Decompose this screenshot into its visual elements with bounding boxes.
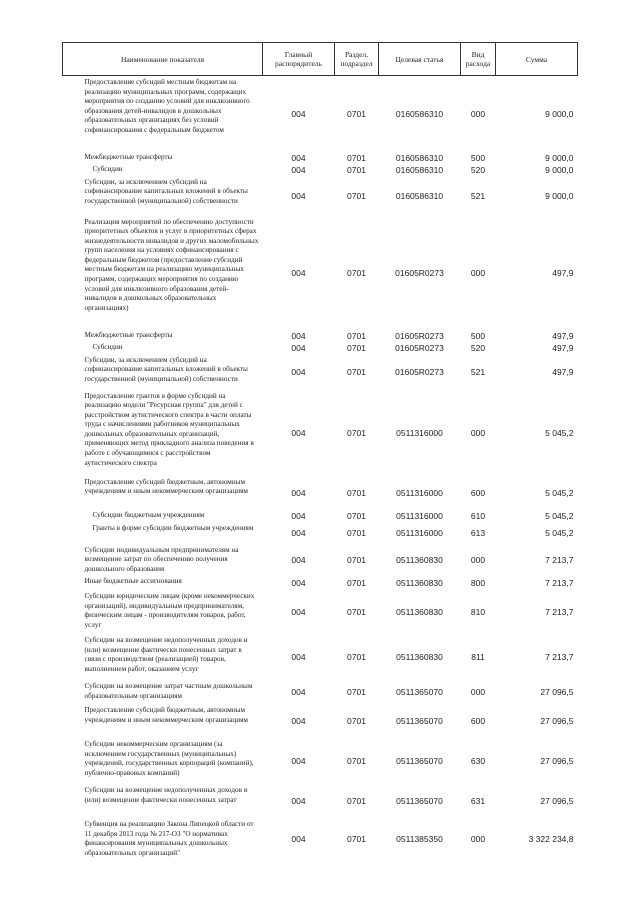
row-type: 520	[470, 342, 486, 353]
row-name: Иные бюджетные ассигнования	[84, 577, 182, 586]
row-name: Предоставление грантов в форме субсидий на реализацию модели "Ресурсная группа" для детей с расстройством аутистического спектра в части оплаты труда с начислениями работников муниципальных дошкольных образовательных организаций, применяющих метод прикладного анализа поведения в работе с обучающимися с расстройством аутистического спектра	[84, 391, 254, 467]
table-row	[63, 784, 578, 818]
row-section: 0701	[347, 834, 366, 845]
row-name: Предоставление субсидий местным бюджетам на реализацию муниципальных программ, содержащих мероприятия по созданию условий для инклюзивного образования детей-инвалидов в дошкольных образовательных организациях без условий софинансирования с федеральным бюджетом	[84, 78, 250, 134]
row-name: Субсидии	[92, 342, 123, 351]
row-sum: 7 213,7	[545, 554, 574, 565]
row-section: 0701	[347, 554, 366, 565]
row-section: 0701	[347, 652, 366, 663]
row-target: 0511365070	[396, 716, 443, 727]
row-name: Предоставление субсидий бюджетным, автономным учреждениям и иным некоммерческим организациям	[84, 706, 248, 724]
row-sum: 9 000,0	[545, 164, 574, 175]
row-admin: 004	[291, 342, 306, 353]
row-type: 810	[470, 607, 486, 618]
table-row	[63, 704, 578, 738]
row-section: 0701	[347, 164, 366, 175]
row-admin: 004	[291, 607, 306, 618]
row-sum: 5 045,2	[545, 487, 574, 498]
row-type: 520	[470, 164, 486, 175]
row-target: 01605R0273	[395, 366, 444, 377]
row-name: Субсидии на возмещение затрат частным дошкольным образовательным организациям	[84, 682, 253, 700]
row-sum: 497,9	[552, 342, 574, 353]
row-name: Субсидии юридическим лицам (кроме некоммерческих организаций), индивидуальным предпринимателям, физическим лицам - производителям товаров, работ, услуг	[84, 592, 255, 630]
row-section: 0701	[347, 796, 366, 807]
row-name: Предоставление субсидий бюджетным, автономным учреждениям и иным некоммерческим организациям	[84, 477, 248, 496]
row-type: 630	[470, 756, 486, 767]
header-type: Вид расхода	[461, 43, 496, 76]
row-admin: 004	[291, 108, 306, 119]
row-section: 0701	[347, 366, 366, 377]
row-name: Субсидии индивидуальным предпринимателям на возмещение затрат по обеспечению получения дошкольного образования	[84, 545, 239, 573]
table-row	[63, 152, 578, 164]
table-row	[63, 330, 578, 342]
row-admin: 004	[291, 554, 306, 565]
row-target: 0511360830	[396, 652, 443, 663]
row-target: 0511365070	[396, 796, 443, 807]
row-name: Субсидии на возмещение недополученных доходов и (или) возмещение фактически понесенных затрат в связи с производством (реализацией) товаров, выполнением работ, оказанием услуг	[84, 636, 248, 674]
row-name: Гранты в форме субсидии бюджетным учреждениям	[92, 523, 254, 532]
row-target: 01605R0273	[395, 342, 444, 353]
row-admin: 004	[291, 366, 306, 377]
table-row	[63, 510, 578, 522]
table-row	[63, 680, 578, 704]
row-sum: 497,9	[552, 267, 574, 278]
row-sum: 9 000,0	[545, 108, 574, 119]
row-section: 0701	[347, 578, 366, 589]
row-sum: 27 096,5	[540, 716, 574, 727]
row-target: 0511360830	[396, 607, 443, 618]
row-sum: 497,9	[552, 366, 574, 377]
row-type: 000	[470, 427, 486, 438]
row-target: 0511385350	[396, 834, 443, 845]
row-sum: 3 322 234,8	[528, 834, 574, 845]
table-row	[63, 738, 578, 784]
row-type: 600	[470, 487, 486, 498]
table-row	[63, 354, 578, 390]
row-target: 0511360830	[396, 554, 443, 565]
row-admin: 004	[291, 578, 306, 589]
header-target: Целевая статья	[379, 43, 461, 76]
row-sum: 7 213,7	[545, 578, 574, 589]
row-type: 000	[470, 554, 486, 565]
row-type: 521	[470, 190, 486, 201]
row-name: Субвенция на реализацию Закона Липецкой области от 11 декабря 2013 года № 217-ОЗ "О нормативах финансирования муниципальных дошкольных образовательных организаций"	[84, 820, 254, 858]
row-admin: 004	[291, 716, 306, 727]
header-admin: Главный распорядитель	[263, 43, 335, 76]
row-target: 0160586310	[395, 164, 444, 175]
header-section: Раздел, подраздел	[335, 43, 379, 76]
row-section: 0701	[347, 427, 366, 438]
row-admin: 004	[291, 164, 306, 175]
table-row	[63, 818, 578, 860]
row-sum: 5 045,2	[545, 527, 574, 538]
row-name: Субсидии бюджетным учреждениям	[92, 510, 205, 519]
row-admin: 004	[291, 190, 306, 201]
row-type: 800	[470, 578, 486, 589]
table-row	[63, 590, 578, 634]
row-admin: 004	[291, 487, 306, 498]
row-section: 0701	[347, 756, 366, 767]
row-name: Субсидии	[92, 164, 123, 173]
row-type: 000	[470, 687, 486, 698]
row-admin: 004	[291, 652, 306, 663]
row-target: 0511316000	[396, 527, 443, 538]
table-row	[63, 576, 578, 590]
table-row	[63, 522, 578, 544]
row-target: 0511316000	[396, 510, 443, 521]
row-name: Субсидии, за исключением субсидий на софинансирование капитальных вложений в объекты государственной (муниципальной) собственности	[84, 177, 248, 205]
row-target: 01605R0273	[395, 267, 444, 278]
row-target: 0511360830	[396, 578, 443, 589]
table-header-row	[63, 43, 578, 76]
table-row	[63, 176, 578, 216]
row-admin: 004	[291, 756, 306, 767]
row-sum: 7 213,7	[545, 652, 574, 663]
budget-table	[62, 42, 578, 861]
row-section: 0701	[347, 108, 366, 119]
table-row	[63, 544, 578, 577]
row-section: 0701	[347, 190, 366, 201]
row-sum: 5 045,2	[545, 427, 574, 438]
header-name: Наименование показателя	[63, 43, 263, 76]
header-sum: Сумма	[496, 43, 578, 76]
table-row	[63, 342, 578, 354]
row-target: 0160586310	[395, 152, 444, 163]
table-row	[63, 634, 578, 680]
row-section: 0701	[347, 510, 366, 521]
row-admin: 004	[291, 267, 306, 278]
row-admin: 004	[291, 796, 306, 807]
row-type: 600	[470, 716, 486, 727]
row-admin: 004	[291, 834, 306, 845]
row-sum: 9 000,0	[545, 152, 574, 163]
row-sum: 27 096,5	[540, 756, 574, 767]
table-row	[63, 216, 578, 330]
row-admin: 004	[291, 330, 306, 341]
row-sum: 27 096,5	[540, 687, 574, 698]
row-admin: 004	[291, 427, 306, 438]
row-type: 000	[470, 108, 486, 119]
row-target: 01605R0273	[395, 330, 444, 341]
row-target: 0511316000	[396, 427, 443, 438]
table-row	[63, 164, 578, 176]
row-sum: 27 096,5	[540, 796, 574, 807]
row-admin: 004	[291, 527, 306, 538]
row-admin: 004	[291, 152, 306, 163]
row-type: 500	[470, 152, 486, 163]
row-name: Реализация мероприятий по обеспечению доступности приоритетных объектов и услуг в приоритетных сферах жизнедеятельности инвалидов и других маломобильных групп населения на условиях софинансирования с федеральным бюджетом (предоставление субсидий местным бюджетам на реализацию муниципальных программ, содержащих мероприятия по созданию условий для инклюзивного образования детей-инвалидов в дошкольных образовательных организациях)	[84, 217, 259, 312]
row-target: 0511316000	[396, 487, 443, 498]
row-sum: 5 045,2	[545, 510, 574, 521]
row-type: 521	[470, 366, 486, 377]
row-target: 0160586310	[395, 108, 444, 119]
row-type: 613	[470, 527, 486, 538]
row-section: 0701	[347, 267, 366, 278]
row-name: Межбюджетные трансферты	[84, 152, 173, 161]
row-type: 000	[470, 267, 486, 278]
row-target: 0511365070	[396, 687, 443, 698]
row-section: 0701	[347, 342, 366, 353]
row-section: 0701	[347, 607, 366, 618]
row-type: 500	[470, 330, 486, 341]
row-admin: 004	[291, 687, 306, 698]
table-row	[63, 390, 578, 476]
row-name: Субсидии на возмещение недополученных доходов и (или) возмещение фактически понесенных затрат	[84, 786, 248, 804]
row-admin: 004	[291, 510, 306, 521]
table-row	[63, 476, 578, 510]
row-name: Межбюджетные трансферты	[84, 330, 173, 339]
row-sum: 9 000,0	[545, 190, 574, 201]
row-target: 0511365070	[396, 756, 443, 767]
row-section: 0701	[347, 152, 366, 163]
row-type: 811	[471, 652, 485, 663]
row-name: Субсидии некоммерческим организациям (за исключением государственных (муниципальных) учреждений, государственных корпораций (компаний), публично-правовых компаний)	[84, 740, 254, 778]
row-section: 0701	[347, 487, 366, 498]
row-type: 610	[470, 510, 486, 521]
row-section: 0701	[347, 716, 366, 727]
row-sum: 7 213,7	[545, 607, 574, 618]
row-target: 0160586310	[395, 190, 444, 201]
row-section: 0701	[347, 687, 366, 698]
row-sum: 497,9	[552, 330, 574, 341]
table-row	[63, 76, 578, 152]
row-type: 631	[470, 796, 486, 807]
row-type: 000	[470, 834, 486, 845]
row-section: 0701	[347, 330, 366, 341]
row-section: 0701	[347, 527, 366, 538]
row-name: Субсидии, за исключением субсидий на софинансирование капитальных вложений в объекты государственной (муниципальной) собственности	[84, 355, 248, 383]
